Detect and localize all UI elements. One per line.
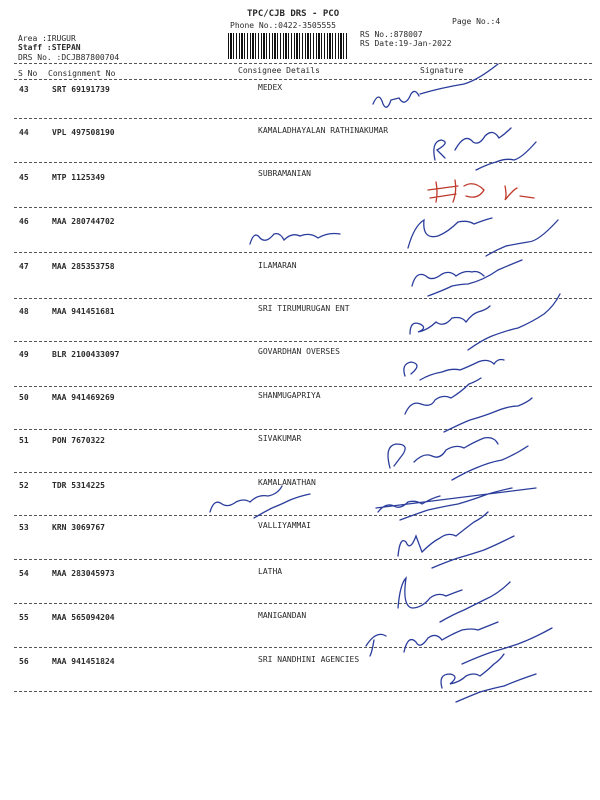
row-consignment: MTP 1125349 xyxy=(52,173,105,182)
signature-49 xyxy=(404,360,504,381)
row-consignee: KAMALADHAYALAN RATHINAKUMAR xyxy=(258,126,389,135)
row-sno: 55 xyxy=(19,613,29,622)
row-consignee: LATHA xyxy=(258,567,283,576)
row-sno: 49 xyxy=(19,350,29,359)
col-header-sno: S No xyxy=(18,69,38,78)
row-divider xyxy=(14,252,592,253)
row-consignee: SHANMUGAPRIYA xyxy=(258,391,321,400)
row-sno: 46 xyxy=(19,217,29,226)
signature-44 xyxy=(434,128,536,170)
row-divider xyxy=(14,647,592,648)
row-consignment: MAA 565094204 xyxy=(52,613,115,622)
row-divider xyxy=(14,691,592,692)
col-header-signature: Signature xyxy=(420,66,464,75)
area-label: Area :IRUGUR xyxy=(18,34,76,43)
row-sno: 48 xyxy=(19,307,29,316)
row-sno: 47 xyxy=(19,262,29,271)
row-divider xyxy=(14,341,592,342)
row-consignment: KRN 3069767 xyxy=(52,523,105,532)
row-divider xyxy=(14,207,592,208)
row-sno: 56 xyxy=(19,657,29,666)
row-divider xyxy=(14,472,592,473)
row-consignment: MAA 941451681 xyxy=(52,307,115,316)
row-sno: 43 xyxy=(19,85,29,94)
row-consignee: SRI NANDHINI AGENCIES xyxy=(258,655,360,664)
signature-54 xyxy=(398,578,510,622)
signature-52-name xyxy=(210,486,310,518)
row-divider xyxy=(14,603,592,604)
row-divider xyxy=(14,298,592,299)
row-consignee: SRI TIRUMURUGAN ENT xyxy=(258,304,350,313)
row-sno: 44 xyxy=(19,128,29,137)
signature-46 xyxy=(250,218,558,256)
row-consignment: VPL 497508190 xyxy=(52,128,115,137)
page-number: Page No.:4 xyxy=(452,17,501,26)
signature-55 xyxy=(366,622,552,664)
row-consignee: GOVARDHAN OVERSES xyxy=(258,347,340,356)
signature-56 xyxy=(441,654,536,702)
header-divider-top xyxy=(14,63,592,64)
signature-47 xyxy=(412,260,522,296)
row-consignee: VALLIYAMMAI xyxy=(258,521,311,530)
signature-45-stamp xyxy=(428,180,534,202)
row-divider xyxy=(14,162,592,163)
row-consignment: MAA 280744702 xyxy=(52,217,115,226)
row-sno: 45 xyxy=(19,173,29,182)
staff-label: Staff :STEPAN xyxy=(18,43,81,52)
row-consignment: BLR 2100433097 xyxy=(52,350,120,359)
row-consignee: KAMALANATHAN xyxy=(258,478,316,487)
row-consignee: SIVAKUMAR xyxy=(258,434,302,443)
row-consignee: MEDEX xyxy=(258,83,283,92)
row-sno: 50 xyxy=(19,393,29,402)
row-sno: 53 xyxy=(19,523,29,532)
row-consignee: MANIGANDAN xyxy=(258,611,307,620)
row-consignee: ILAMARAN xyxy=(258,261,297,270)
row-consignment: MAA 941469269 xyxy=(52,393,115,402)
phone-number: Phone No.:0422-3505555 xyxy=(230,21,336,30)
rs-number: RS No.:878007 xyxy=(360,30,423,39)
row-divider xyxy=(14,386,592,387)
row-divider xyxy=(14,118,592,119)
col-header-consignment: Consignment No xyxy=(48,69,116,78)
row-consignment: MAA 941451824 xyxy=(52,657,115,666)
row-sno: 52 xyxy=(19,481,29,490)
row-consignment: TDR 5314225 xyxy=(52,481,105,490)
row-divider xyxy=(14,515,592,516)
row-consignment: PON 7670322 xyxy=(52,436,105,445)
row-consignee: SUBRAMANIAN xyxy=(258,169,311,178)
header-divider-bottom xyxy=(14,79,592,80)
col-header-consignee: Consignee Details xyxy=(238,66,320,75)
row-consignment: MAA 283045973 xyxy=(52,569,115,578)
row-consignment: MAA 285353758 xyxy=(52,262,115,271)
row-divider xyxy=(14,559,592,560)
drs-number: DRS No. :DCJB87800704 xyxy=(18,53,120,62)
signature-51 xyxy=(388,438,528,480)
barcode xyxy=(228,33,348,59)
rs-date: RS Date:19-Jan-2022 xyxy=(360,39,452,48)
row-sno: 51 xyxy=(19,436,29,445)
row-consignment: SRT 69191739 xyxy=(52,85,110,94)
row-sno: 54 xyxy=(19,569,29,578)
document-title: TPC/CJB DRS - PCO xyxy=(247,9,340,19)
row-divider xyxy=(14,429,592,430)
